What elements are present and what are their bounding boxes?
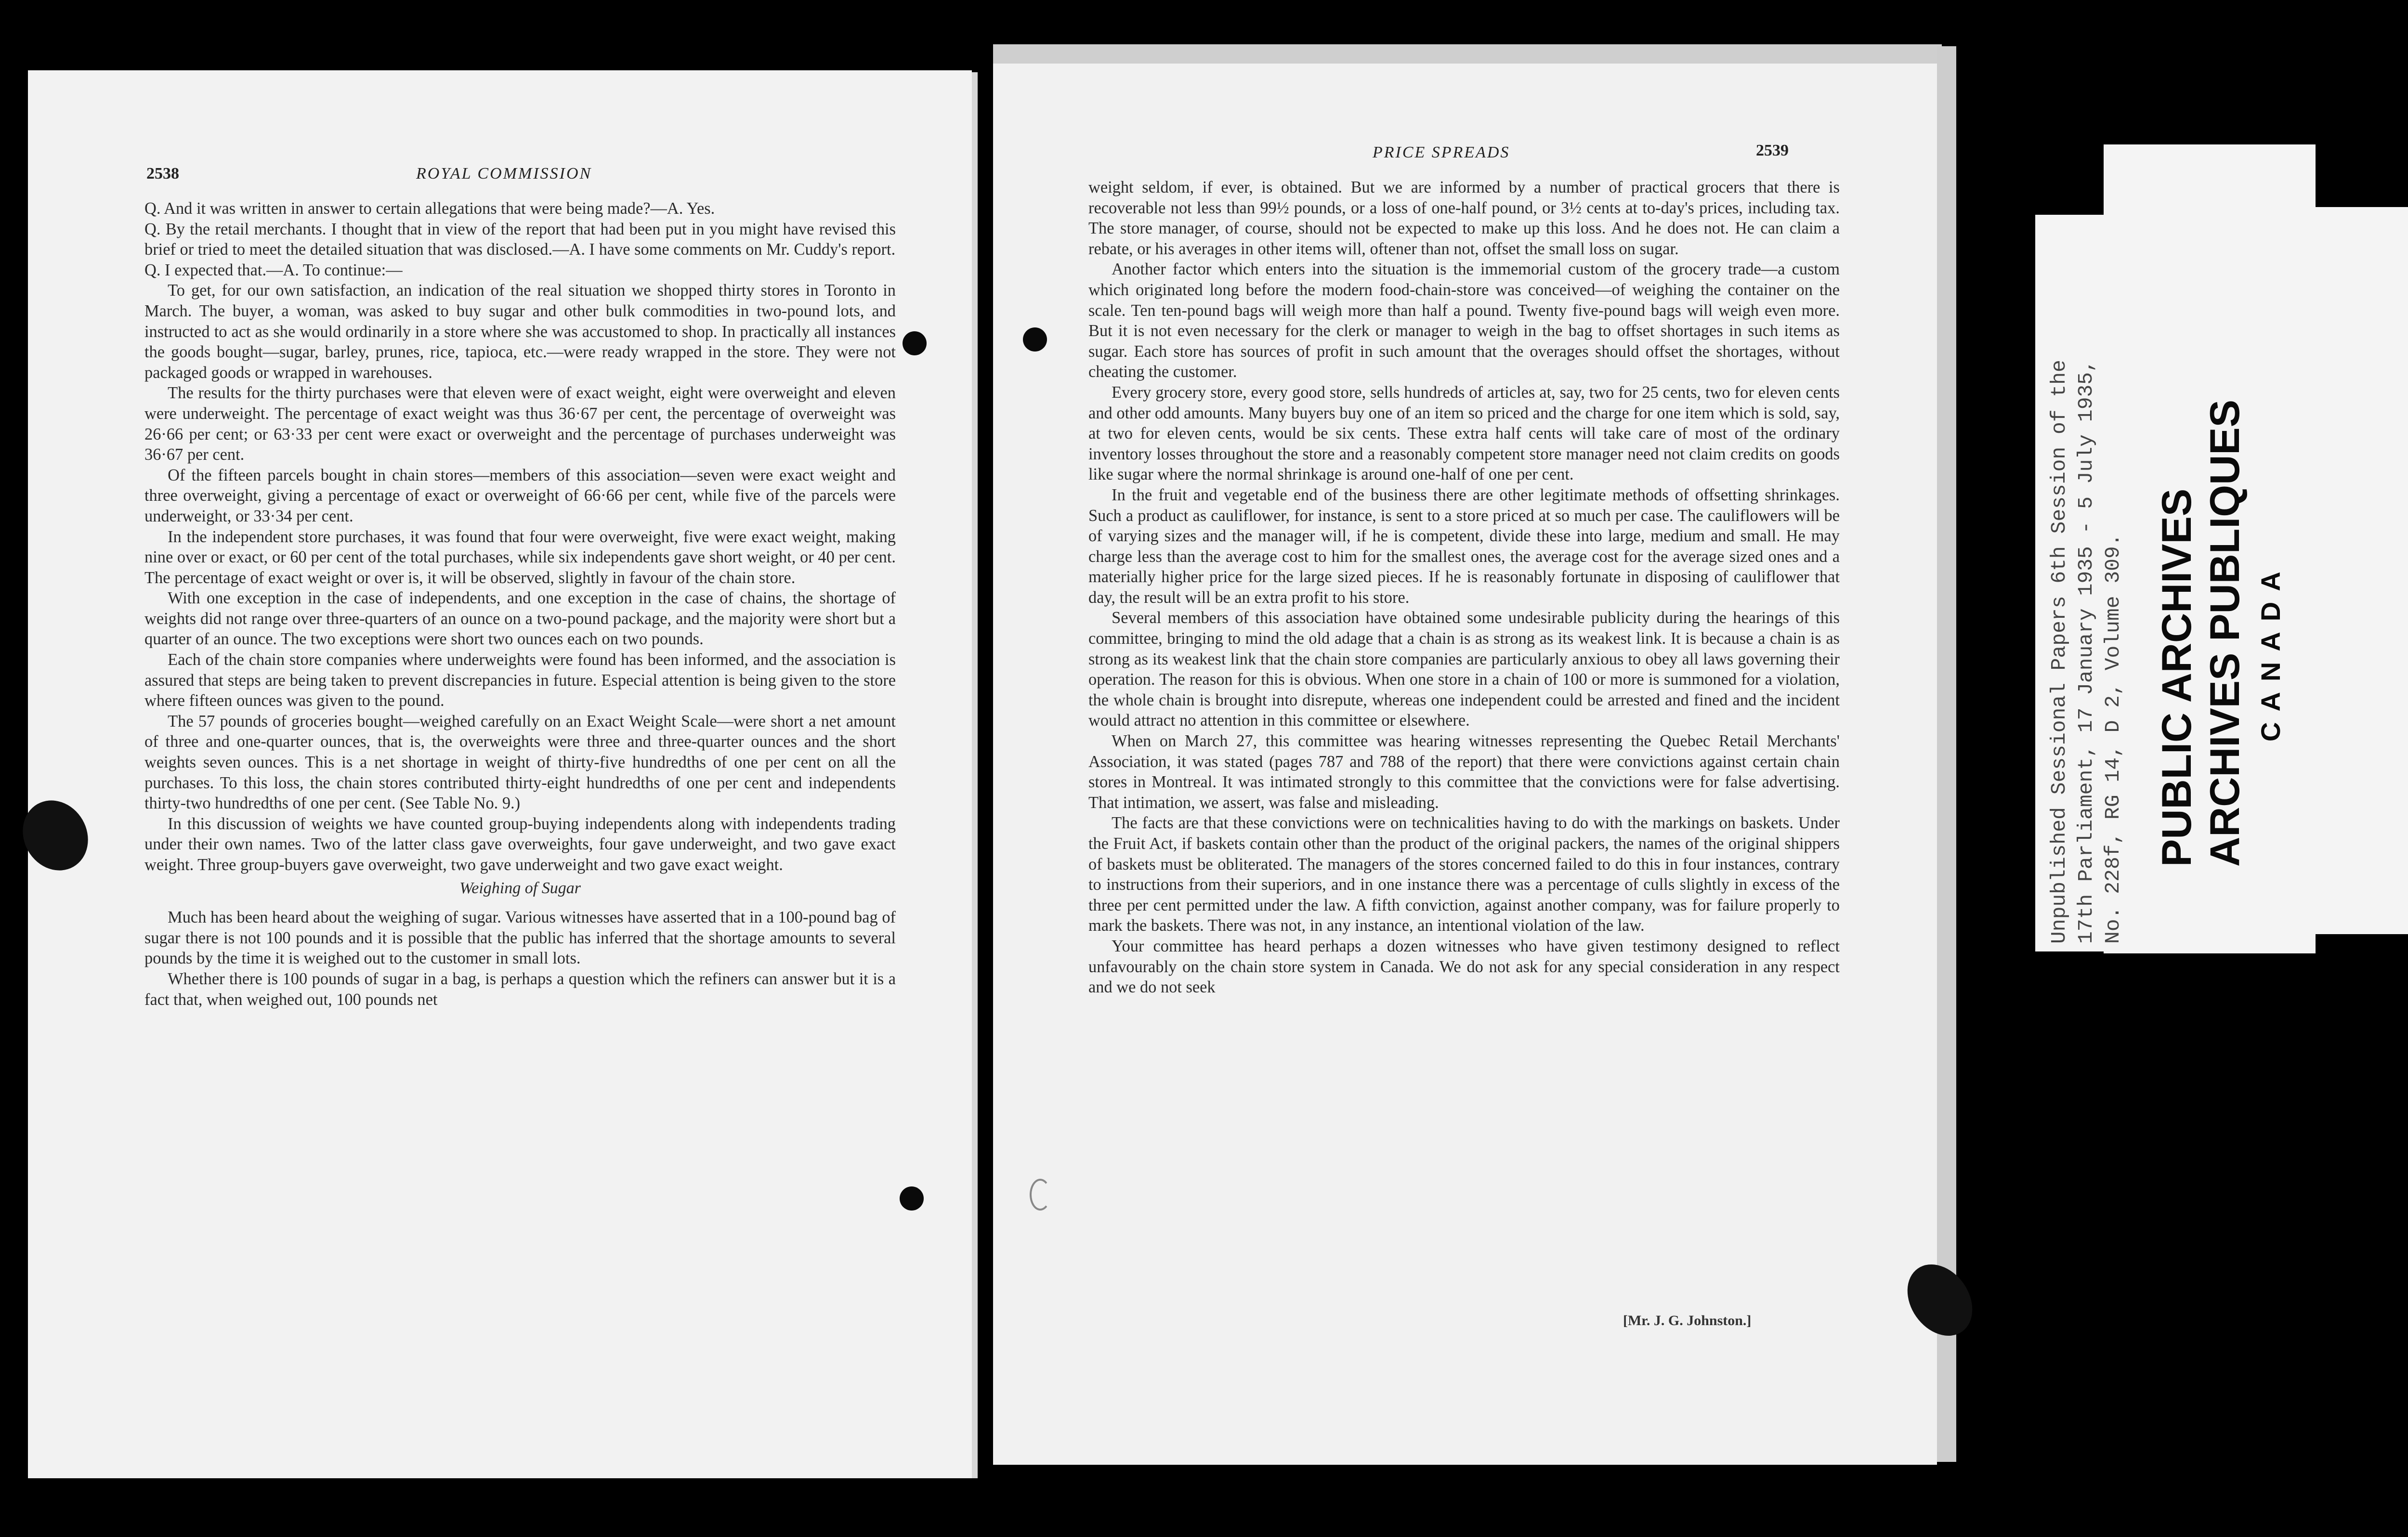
- page-number: 2539: [1756, 142, 1789, 159]
- punch-hole: [900, 1186, 924, 1211]
- paragraph: Much has been heard about the weighing of sugar. Various witnesses have asserted that in a 100-pound bag of sugar there is not 100 pounds and it is possible that the public has inferred that the shortage amounts to several pounds by the time it is weighed out to the customer in small lots.: [144, 908, 896, 968]
- paragraph: When on March 27, this committee was hearing witnesses representing the Quebec Retail Merchants' Association, it was stated (pages 787 and 788 of the report) that there were convictions against certain chain stores in Montreal. It was intimated strongly to this committee that the convictions were for false advertising. That intimation, we assert, was false and misleading.: [1088, 732, 1840, 812]
- left-text-column: [144, 198, 896, 1010]
- punch-hole: [903, 331, 927, 355]
- archive-stamp: [2153, 400, 2292, 867]
- paragraph: The facts are that these convictions were on technicalities having to do with the markings on baskets. Under the Fruit Act, if baskets contain other than the product of the original packers, the names of the original shippers of baskets must be obliterated. The managers of the stores concerned failed to do this in four instances, contrary to instructions from their superiors, and in one instance there was a percentage of culls slightly in excess of the three per cent permitted under the law. A fifth conviction, against another company, was for failure properly to mark the baskets. There was not, in any instance, an intentional violation of the law.: [1088, 814, 1840, 935]
- paragraph: weight seldom, if ever, is obtained. But we are informed by a number of practical grocers that there is recoverable not less than 99½ pounds, or a loss of one-half pound, or 3½ cents at to-day's prices, including tax. The store manager, of course, should not be expected to make up this loss. And he does not. He can claim a rebate, or his averages in other items will, oftener than not, offset the small loss on sugar.: [1088, 178, 1840, 258]
- stamp-line: PUBLIC ARCHIVES: [2154, 488, 2200, 867]
- typed-line: No. 228f, RG 14, D 2, Volume 309.: [2101, 534, 2125, 944]
- paragraph: Several members of this association have obtained some undesirable publicity during the hearings of this committee, bringing to mind the old adage that a chain is as strong as its weakest link. It is because a chain is as strong as its weakest link that the chain store companies are particularly anxious to obey all laws governing their operation. The reason for this is obvious. When one store in a chain of 100 or more is summoned for a violation, the whole chain is brought into disrepute, whereas one independent could be arrested and fined and the incident would attract no attention in this committee or elsewhere.: [1088, 609, 1840, 730]
- page-stack-edge: [1937, 46, 1956, 1462]
- paragraph: Q. I expected that.—A. To continue:—: [144, 261, 403, 279]
- paragraph: Your committee has heard perhaps a dozen witnesses who have given testimony designed to reflect unfavourably on the chain store system in Canada. We do not ask for any special consideration in any respect and we do not seek: [1088, 937, 1840, 997]
- paragraph: In the independent store purchases, it was found that four were overweight, five were exact weight, making nine over or exact, or 60 per cent of the total purchases, while six independents gave short weight, or 40 per cent. The percentage of exact weight or over is, it will be observed, slightly in favour of the chain store.: [144, 527, 896, 587]
- running-head: PRICE SPREADS: [1373, 143, 1510, 161]
- paragraph: The results for the thirty purchases were that eleven were of exact weight, eight were overweight and eleven were underweight. The percentage of exact weight was thus 36·67 per cent, the percentage of overweight was 26·66 per cent; or 63·33 per cent were exact or overweight and the percentage of purchases underweight was 36·67 per cent.: [144, 384, 896, 464]
- left-page: [28, 70, 972, 1478]
- right-page: [993, 64, 1937, 1465]
- page-stack-edge: [993, 44, 1942, 64]
- paragraph: Q. And it was written in answer to certain allegations that were being made?—A. Yes.: [144, 199, 715, 218]
- archive-typed-label: [2046, 360, 2127, 944]
- paragraph: With one exception in the case of independents, and one exception in the case of chains, the shortage of weights did not range over three-quarters of an ounce on a two-pound package, and the majority were short but a quarter of an ounce. The two exceptions were short two ounces each on two pounds.: [144, 589, 896, 649]
- page-number: 2538: [146, 165, 179, 182]
- paragraph: The 57 pounds of groceries bought—weighed carefully on an Exact Weight Scale—were short a net amount of three and one-quarter ounces, that is, the overweights were three and three-quarter ounces and the short weights seven ounces. This is a net shortage in weight of thirty-five hundredths of one per cent on all the purchases. To this loss, the chain stores contributed thirty-eight hundredths of one per cent and independents thirty-two hundredths of one per cent. (See Table No. 9.): [144, 712, 896, 813]
- stamp-line: CANADA: [2255, 561, 2286, 742]
- paragraph: Of the fifteen parcels bought in chain stores—members of this association—seven were exact weight and three overweight, giving a percentage of exact or overweight of 66·66 per cent, while five of the parcels were underweight, or 33·34 per cent.: [144, 466, 896, 525]
- paragraph: In this discussion of weights we have counted group-buying independents along with independents trading under their own names. Two of the latter class gave overweights, four gave underweight, and two gave exact weight. Three group-buyers gave overweight, two gave underweight and two gave exact weight.: [144, 814, 896, 874]
- paragraph: Each of the chain store companies where underweights were found has been informed, and the association is assured that steps are being taken to prevent discrepancies in future. Especial attention is being given to the store where fifteen ounces was given to the pound.: [144, 651, 896, 710]
- typed-line: 17th Parliament, 17 January 1935 - 5 July 1935,: [2074, 360, 2098, 944]
- paragraph: To get, for our own satisfaction, an indication of the real situation we shopped thirty stores in Toronto in March. The buyer, a woman, was asked to buy sugar and other bulk commodities in two-pound lots, and instructed to act as she would ordinarily in a store where she was accustomed to shop. In practically all instances the goods bought—sugar, barley, prunes, rice, tapioca, etc.—were ready wrapped in the store. They were not packaged goods or wrapped in warehouses.: [144, 281, 896, 382]
- page-edge: [972, 72, 978, 1478]
- section-heading: Weighing of Sugar: [459, 879, 581, 897]
- punch-hole-ring: [1030, 1179, 1051, 1211]
- typed-line: Unpublished Sessional Papers 6th Session of the: [2047, 360, 2071, 944]
- paragraph: Every grocery store, every good store, sells hundreds of articles at, say, two for 25 cents, two for eleven cents and other odd amounts. Many buyers buy one of an item so priced and the charge for one item which is sold, say, at two for eleven cents, would be six cents. These extra half cents will take care of most of the ordinary inventory losses throughout the store and a reasonably competent store manager need not claim credits on goods like sugar where the normal shrinkage is around one-half of one per cent.: [1088, 383, 1840, 484]
- archive-card-edge: [2316, 207, 2408, 934]
- punch-hole: [1023, 327, 1047, 352]
- paragraph: Another factor which enters into the situation is the immemorial custom of the grocery trade—a custom which originated long before the modern food-chain-store was conceived—of weighing the container on the scale. Ten ten-pound bags will weigh more than half a pound. Twenty five-pound bags will weigh even more. But it is not even necessary for the clerk or manager to weigh in the bag to offset shortages in such items as sugar. Each store has sources of profit in such amount that the overages should offset the shortages, without cheating the customer.: [1088, 260, 1840, 381]
- paragraph: In the fruit and vegetable end of the business there are other legitimate methods of offsetting shrinkages. Such a product as cauliflower, for instance, is sent to a store priced at so much per case. The cauliflowers will be of varying sizes and the manager will, if he is competent, divide these into large, medium and small. He may charge less than the average cost to him for the smallest ones, the average cost for the average sized ones and a materially higher price for the large sized pieces. If he is reasonably fortunate in disposing of cauliflower that day, the result will be an extra profit to his store.: [1088, 485, 1840, 607]
- right-text-column: [1088, 177, 1840, 998]
- paragraph: Whether there is 100 pounds of sugar in a bag, is perhaps a question which the refiners can answer but it is a fact that, when weighed out, 100 pounds net: [144, 969, 896, 1009]
- running-head: ROYAL COMMISSION: [416, 165, 592, 182]
- paragraph: Q. By the retail merchants. I thought that in view of the report that had been put in you might have revised this brief or tried to meet the detailed situation that was disclosed.—A. I have some comments on Mr. Cuddy's report.: [144, 220, 896, 259]
- signature: [Mr. J. G. Johnston.]: [1623, 1313, 1752, 1329]
- stamp-line: ARCHIVES PUBLIQUES: [2202, 399, 2248, 867]
